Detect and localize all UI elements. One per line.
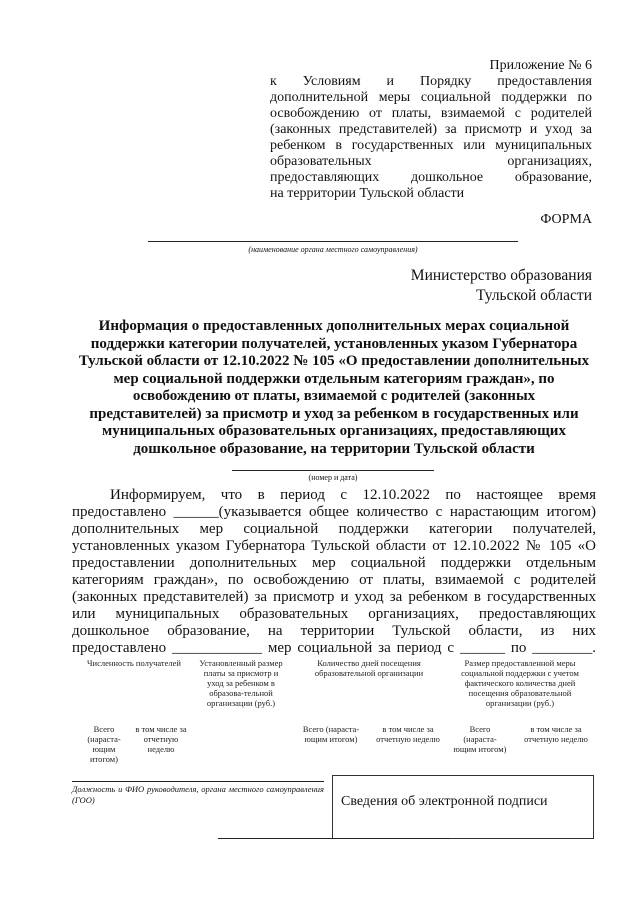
title-line: Тульской области от 12.10.2022 № 105 «О предоставлении дополнительных [78,353,590,369]
table-subheader-week: в том числе за отчетную неделю [135,724,187,754]
document-title [72,318,596,458]
electronic-signature-box [332,775,594,839]
annex-line: образовательных организациях, [270,154,592,169]
table-subheader-week: в том числе за отчетную неделю [524,724,588,744]
form-label: ФОРМА [540,212,592,227]
signature-line [72,781,324,782]
body-line: Информируем, что в период с 12.10.2022 по настоящее время [110,487,596,503]
authority-line [148,241,518,242]
table-subheader-week: в том числе за отчетную неделю [376,724,440,744]
annex-line: предоставляющих дошкольное образование, [270,170,592,185]
signature-note: Должность и ФИО руководителя, органа местного самоуправления (ГОО) [72,784,324,805]
body-line: или муниципальных образовательных организациях, предоставляющих [72,606,596,622]
title-line: Информация о предоставленных дополнительных мерах социальной [98,318,570,334]
title-line: поддержки категории получателей, установленных указом Губернатора [90,335,578,352]
body-line: категориям граждан», по освобождению от платы, взимаемой с родителей [72,572,596,588]
annex-line: (законных представителей) за присмотр и уход за [270,122,592,137]
body-line: (законных представителей) за присмотр и уход за ребенком в государственных [72,589,596,605]
annex-line: дополнительной меры социальной поддержки по [270,90,592,105]
title-line: муниципальных образовательных организациях, предоставляющих [102,423,566,439]
table-subheader-total: Всего (нараста-ющим итогом) [302,724,360,744]
recipient-line1: Министерство образования [410,267,592,284]
title-line: дошкольное образование, на территории Тульской области [133,440,535,457]
title-line: мер социальной поддержки отдельным категориям граждан», по [113,370,555,387]
number-date-caption: (номер и дата) [308,473,358,482]
bottom-line [218,838,450,839]
annex-block [270,58,592,202]
annex-title: Приложение № 6 [489,58,592,73]
annex-line: ребенком в государственных или муниципальных [270,138,592,153]
annex-line: освобождению от платы, взимаемой с родителей [270,106,592,121]
table-subheader-total: Всего (нараста-ющим итогом) [453,724,507,754]
body-line: дополнительных мер социальной поддержки категории получателей, [72,521,596,537]
title-line: освобождению от платы, взимаемой с родителей (законных [132,388,536,404]
annex-line: на территории Тульской области [270,186,465,201]
table-header-fee: Установленный размер платы за присмотр и уход за ребенком в образова-тельной организации (руб.) [199,658,283,708]
annex-line: к Условиям и Порядку предоставления [270,74,592,89]
recipient-line2: Тульской области [476,287,592,304]
table-header-recipients: Численность получателей [87,658,181,668]
authority-caption: (наименование органа местного самоуправления) [248,245,418,254]
body-line: дошкольное образование, на территории Тульской области, из них [72,623,596,639]
body-line: предоставлении дополнительных мер социальной поддержки отдельным [72,555,596,571]
table-header-support-amount: Размер предоставленной меры социальной поддержки с учетом фактического количества дней посещения образовательной организации (руб.) [461,658,579,708]
table-header-days: Количество дней посещения образовательной организации [314,658,424,678]
table-subheader-total: Всего (нараста-ющим итогом) [87,724,121,764]
recipient-block [411,266,592,306]
body-line: установленных указом Губернатора Тульской области от 12.10.2022 № 105 «О [72,538,596,554]
title-line: представителей) за присмотр и уход за ребенком в государственных или [89,405,579,422]
body-line: предоставлено ____________ мер социальной за период с ______ по ________. [72,640,596,656]
electronic-signature-label: Сведения об электронной подписи [341,794,548,809]
body-paragraph [72,487,596,657]
body-line: предоставлено ______(указывается общее количество с нарастающим итогом) [72,504,596,520]
number-date-line [232,470,434,471]
